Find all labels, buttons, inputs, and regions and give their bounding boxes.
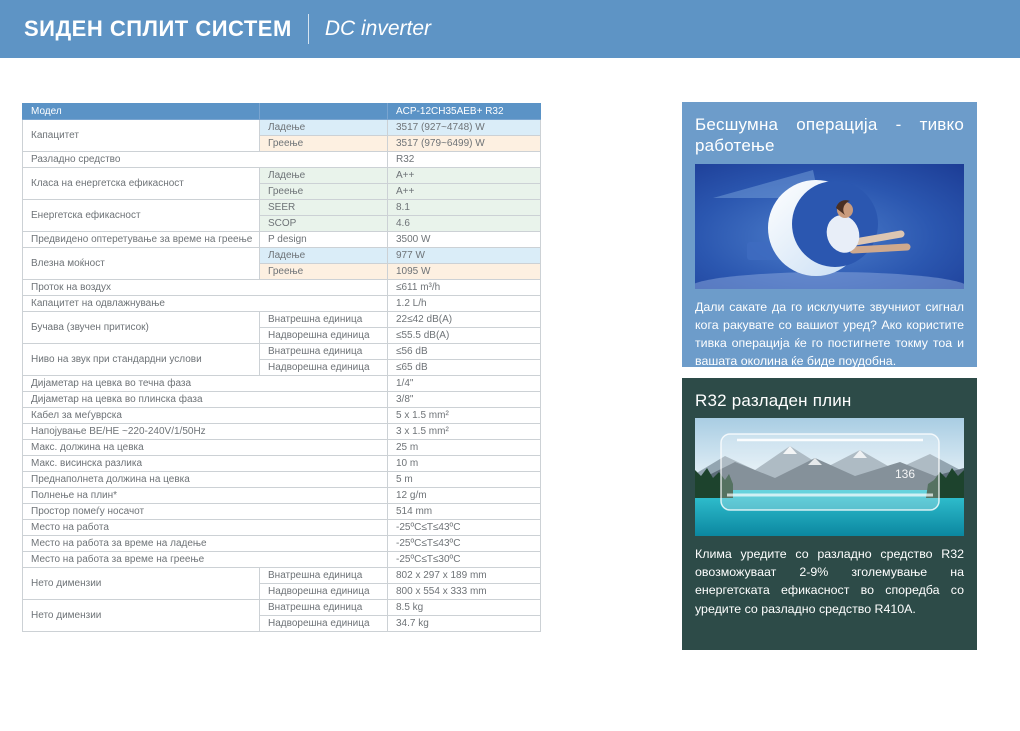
spec-label-cell: Место на работа за време на ладење xyxy=(23,536,388,552)
table-row xyxy=(23,568,541,584)
spec-value-cell: 3 x 1.5 mm² xyxy=(388,424,541,440)
spec-sub-cell: Надворешна единица xyxy=(260,328,388,344)
page-title: ЅИДЕН СПЛИТ СИСТЕМ xyxy=(24,16,292,41)
spec-value-cell: 12 g/m xyxy=(388,488,541,504)
spec-sub-cell: Ладење xyxy=(260,248,388,264)
table-row xyxy=(23,520,541,536)
spec-label-cell: Место на работа xyxy=(23,520,388,536)
spec-label-cell: Капацитет xyxy=(23,120,260,152)
moon-relax-image xyxy=(695,164,964,289)
ac-display-value: 136 xyxy=(895,467,916,482)
model-value-cell: ACP-12CH35AEB+ R32 xyxy=(388,104,541,120)
table-row xyxy=(23,552,541,568)
spec-value-cell: R32 xyxy=(388,152,541,168)
spec-sub-cell: Внатрешна единица xyxy=(260,568,388,584)
spec-sub-cell: Греење xyxy=(260,264,388,280)
table-row xyxy=(23,456,541,472)
spec-sub-cell: Греење xyxy=(260,184,388,200)
spec-value-cell: A++ xyxy=(388,168,541,184)
spec-label-cell: Кабел за меѓуврска xyxy=(23,408,388,424)
r32-panel-title: R32 разладен плин xyxy=(695,391,852,410)
table-row xyxy=(23,312,541,328)
spec-value-cell: 3500 W xyxy=(388,232,541,248)
spec-label-cell: Класа на енергетска ефикасност xyxy=(23,168,260,200)
spec-value-cell: 1.2 L/h xyxy=(388,296,541,312)
table-row xyxy=(23,296,541,312)
spec-label-cell: Полнење на плин* xyxy=(23,488,388,504)
table-row xyxy=(23,152,541,168)
table-row xyxy=(23,408,541,424)
spec-value-cell: 1095 W xyxy=(388,264,541,280)
spec-value-cell: 10 m xyxy=(388,456,541,472)
spec-label-cell: Макс. должина на цевка xyxy=(23,440,388,456)
spec-sub-cell: SEER xyxy=(260,200,388,216)
spec-value-cell: 802 x 297 x 189 mm xyxy=(388,568,541,584)
spec-label-cell: Дијаметар на цевка во течна фаза xyxy=(23,376,388,392)
spec-value-cell: 514 mm xyxy=(388,504,541,520)
quiet-panel-text: Дали сакате да го исклучите звучниот сигнал кога ракувате со вашиот уред? Ако користите тивка операција ќе го постигнете токму тоа и вашата околина ќе биде поудобна. xyxy=(695,299,964,368)
r32-ac-landscape-image xyxy=(695,418,964,536)
spec-table-body xyxy=(23,120,541,632)
spec-value-cell: 3517 (927~4748) W xyxy=(388,120,541,136)
spec-label-cell: Разладно средство xyxy=(23,152,388,168)
table-row xyxy=(23,424,541,440)
table-row xyxy=(23,488,541,504)
spec-value-cell: 4.6 xyxy=(388,216,541,232)
spec-label-cell: Дијаметар на цевка во плинска фаза xyxy=(23,392,388,408)
spec-value-cell: 3/8" xyxy=(388,392,541,408)
table-row xyxy=(23,536,541,552)
spec-value-cell: A++ xyxy=(388,184,541,200)
spec-label-cell: Простор помеѓу носачот xyxy=(23,504,388,520)
spec-sub-cell: Ладење xyxy=(260,168,388,184)
spec-sub-cell: P design xyxy=(260,232,388,248)
page-subtitle: DC inverter xyxy=(324,17,432,40)
spec-value-cell: 34.7 kg xyxy=(388,616,541,632)
spec-sub-cell: Внатрешна единица xyxy=(260,600,388,616)
spec-value-cell: ≤611 m³/h xyxy=(388,280,541,296)
spec-sub-cell: Греење xyxy=(260,136,388,152)
spec-label-cell: Ниво на звук при стандардни услови xyxy=(23,344,260,376)
spec-value-cell: 1/4" xyxy=(388,376,541,392)
table-row xyxy=(23,200,541,216)
spec-label-cell: Бучава (звучен притисок) xyxy=(23,312,260,344)
table-row xyxy=(23,248,541,264)
spec-label-cell: Преднаполнета должина на цевка xyxy=(23,472,388,488)
spec-label-cell: Макс. висинска разлика xyxy=(23,456,388,472)
spec-table xyxy=(22,103,541,632)
spec-value-cell: 800 x 554 x 333 mm xyxy=(388,584,541,600)
spec-label-cell: Нето димензии xyxy=(23,568,260,600)
spec-sub-cell: Ладење xyxy=(260,120,388,136)
spec-label-cell: Место на работа за време на греење xyxy=(23,552,388,568)
spec-sub-cell: SCOP xyxy=(260,216,388,232)
spec-table-container xyxy=(22,103,541,632)
spec-value-cell: 977 W xyxy=(388,248,541,264)
r32-panel xyxy=(682,378,977,650)
table-row xyxy=(23,120,541,136)
spec-label-cell: Капацитет на одвлажнување xyxy=(23,296,388,312)
quiet-operation-panel xyxy=(682,102,977,367)
spec-value-cell: 22≤42 dB(A) xyxy=(388,312,541,328)
table-row xyxy=(23,440,541,456)
spec-value-cell: 3517 (979~6499) W xyxy=(388,136,541,152)
table-row xyxy=(23,392,541,408)
spec-value-cell: 8.1 xyxy=(388,200,541,216)
page-header xyxy=(0,0,1020,58)
header-divider xyxy=(308,14,309,44)
table-header-row xyxy=(23,104,541,120)
table-row xyxy=(23,232,541,248)
spec-value-cell: -25ºC≤T≤30ºC xyxy=(388,552,541,568)
spec-value-cell: ≤65 dB xyxy=(388,360,541,376)
spec-label-cell: Напојување ВЕ/НЕ ~220-240V/1/50Hz xyxy=(23,424,388,440)
table-row xyxy=(23,600,541,616)
empty-header-cell xyxy=(260,104,388,120)
spec-label-cell: Проток на воздух xyxy=(23,280,388,296)
spec-sub-cell: Внатрешна единица xyxy=(260,344,388,360)
spec-label-cell: Нето димензии xyxy=(23,600,260,632)
table-row xyxy=(23,504,541,520)
spec-sub-cell: Внатрешна единица xyxy=(260,312,388,328)
spec-value-cell: -25ºC≤T≤43ºC xyxy=(388,520,541,536)
spec-label-cell: Енергетска ефикасност xyxy=(23,200,260,232)
spec-value-cell: 5 x 1.5 mm² xyxy=(388,408,541,424)
spec-value-cell: -25ºC≤T≤43ºC xyxy=(388,536,541,552)
table-row xyxy=(23,280,541,296)
table-row xyxy=(23,344,541,360)
spec-sub-cell: Надворешна единица xyxy=(260,616,388,632)
spec-sub-cell: Надворешна единица xyxy=(260,360,388,376)
spec-label-cell: Влезна моќност xyxy=(23,248,260,280)
spec-sub-cell: Надворешна единица xyxy=(260,584,388,600)
spec-value-cell: 25 m xyxy=(388,440,541,456)
table-row xyxy=(23,168,541,184)
spec-label-cell: Предвидено оптеретување за време на греење xyxy=(23,232,260,248)
spec-value-cell: 5 m xyxy=(388,472,541,488)
r32-panel-text: Клима уредите со разладно средство R32 овозможуваат 2-9% зголемување на енергетската ефикасност во споредба со уредите со разладно средство R410A. xyxy=(695,547,964,616)
table-row xyxy=(23,376,541,392)
quiet-panel-title: Бесшумна операција - тивко работење xyxy=(695,115,964,156)
spec-value-cell: ≤55.5 dB(A) xyxy=(388,328,541,344)
spec-value-cell: ≤56 dB xyxy=(388,344,541,360)
spec-value-cell: 8.5 kg xyxy=(388,600,541,616)
model-header-cell: Модел xyxy=(23,104,260,120)
table-row xyxy=(23,472,541,488)
